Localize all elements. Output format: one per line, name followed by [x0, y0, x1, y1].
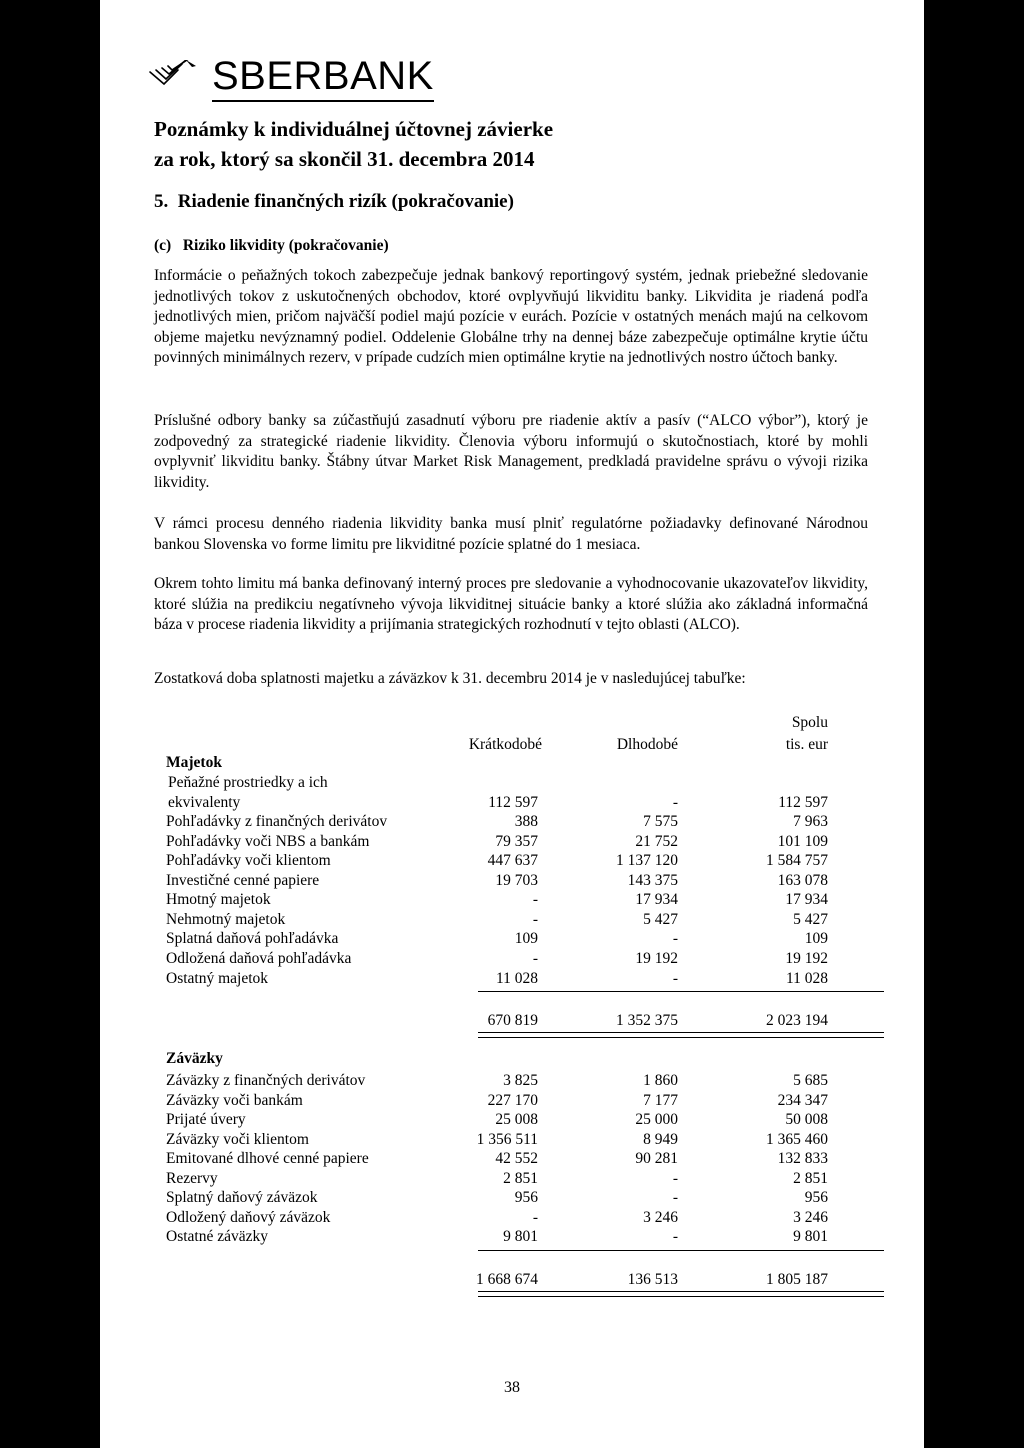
row-label: Pohľadávky z finančných derivátov — [166, 813, 388, 830]
document-title-line-1: Poznámky k individuálnej účtovnej závierke — [154, 117, 554, 141]
value-short-term: 956 — [514, 1189, 538, 1206]
row-label: ekvivalenty — [168, 794, 241, 811]
table-row — [154, 910, 884, 930]
value-long-term: - — [672, 794, 678, 811]
value-total: 50 008 — [785, 1111, 828, 1128]
table-row — [154, 1208, 884, 1228]
value-short-term: - — [532, 891, 538, 908]
value-total: 19 192 — [785, 950, 828, 967]
value-total: 5 685 — [793, 1072, 828, 1089]
table-row — [154, 969, 884, 989]
value-total: 234 347 — [777, 1092, 828, 1109]
paragraph: Príslušné odbory banky sa zúčastňujú zasadnutí výboru pre riadenie aktív a pasív (“ALCO výbor”), ktorý je zodpovedný za strategické riadenie likvidity. Členovia výboru informujú o skutočnostiach, ktoré by mohli ovplyvniť likviditu banky. Štábny útvar Market Risk Management, predkladá pravidelne správu o vývoji rizika likvidity. — [154, 412, 868, 491]
value-total: 7 963 — [793, 813, 828, 830]
row-label: Prijaté úvery — [166, 1111, 246, 1128]
value-long-term: 5 427 — [643, 911, 678, 928]
value-long-term: 1 137 120 — [616, 852, 678, 869]
brand-name: SBERBANK — [212, 54, 434, 102]
value-short-term: - — [532, 1209, 538, 1226]
table-row — [154, 1091, 884, 1111]
column-header-long-term: Dlhodobé — [616, 736, 678, 753]
value-total: 17 934 — [785, 891, 828, 908]
table-row — [154, 1149, 884, 1169]
subtotal-rule — [478, 991, 884, 992]
document-title-line-2: za rok, ktorý sa skončil 31. decembra 2014 — [154, 147, 535, 171]
row-label: Peňažné prostriedky a ich — [168, 774, 328, 791]
value-long-term: - — [672, 1228, 678, 1245]
table-row — [154, 851, 884, 871]
value-long-term: 17 934 — [635, 891, 678, 908]
value-long-term: 25 000 — [635, 1111, 678, 1128]
row-label: Splatná daňová pohľadávka — [166, 930, 339, 947]
table-row — [154, 890, 884, 910]
value-short-term: 19 703 — [495, 872, 538, 889]
value-long-term: - — [672, 1189, 678, 1206]
value-long-term: 19 192 — [635, 950, 678, 967]
subtotal-rule — [478, 1250, 884, 1251]
value-long-term: 7 575 — [643, 813, 678, 830]
assets-total-long-term: 1 352 375 — [616, 1012, 678, 1029]
table-row — [154, 832, 884, 852]
liabilities-total-row — [154, 1270, 884, 1290]
value-short-term: 3 825 — [503, 1072, 538, 1089]
value-short-term: 1 356 511 — [476, 1131, 538, 1148]
table-row — [154, 1130, 884, 1150]
value-short-term: 9 801 — [503, 1228, 538, 1245]
table-row — [154, 1169, 884, 1189]
subsection-heading: (c) Riziko likvidity (pokračovanie) — [154, 237, 389, 254]
table-row — [154, 773, 884, 793]
value-long-term: 8 949 — [643, 1131, 678, 1148]
value-total: 1 584 757 — [766, 852, 828, 869]
row-label: Nehmotný majetok — [166, 911, 286, 928]
document-sheet — [100, 0, 924, 1448]
value-short-term: 42 552 — [495, 1150, 538, 1167]
paragraph: Okrem tohto limitu má banka definovaný interný proces pre sledovanie a vyhodnocovanie ukazovateľov likvidity, ktoré slúžia na predikciu negatívneho vývoja likviditnej situácie banky a ktoré slúžia ako základná informačná báza v procese riadenia likvidity a prijímania strategických rozhodnutí v tejto oblasti (ALCO). — [154, 575, 868, 633]
section-heading: 5. Riadenie finančných rizík (pokračovanie) — [154, 191, 514, 212]
column-header-short-term: Krátkodobé — [468, 736, 542, 753]
sberbank-wing-icon — [148, 60, 204, 88]
value-total: 1 365 460 — [766, 1131, 828, 1148]
assets-total-short-term: 670 819 — [487, 1012, 538, 1029]
row-label: Emitované dlhové cenné papiere — [166, 1150, 369, 1167]
liabilities-total-long-term: 136 513 — [627, 1271, 678, 1288]
value-short-term: - — [532, 950, 538, 967]
value-total: 11 028 — [785, 970, 828, 987]
table-row — [154, 929, 884, 949]
value-total: 101 109 — [777, 833, 828, 850]
value-total: 163 078 — [777, 872, 828, 889]
row-label: Pohľadávky voči klientom — [166, 852, 331, 869]
value-long-term: 3 246 — [643, 1209, 678, 1226]
value-short-term: 447 637 — [487, 852, 538, 869]
value-short-term: 112 597 — [488, 794, 538, 811]
paragraph: V rámci procesu denného riadenia likvidity banka musí plniť regulatórne požiadavky definované Národnou bankou Slovenska vo forme limitu pre likviditné pozície splatné do 1 mesiaca. — [154, 515, 868, 553]
value-long-term: - — [672, 1170, 678, 1187]
row-label: Záväzky voči klientom — [166, 1131, 309, 1148]
value-total: 109 — [804, 930, 828, 947]
value-short-term: 109 — [514, 930, 538, 947]
row-label: Odložená daňová pohľadávka — [166, 950, 352, 967]
table-row — [154, 871, 884, 891]
value-short-term: 25 008 — [495, 1111, 538, 1128]
assets-section-title: Majetok — [166, 754, 222, 771]
value-total: 956 — [804, 1189, 828, 1206]
row-label: Odložený daňový záväzok — [166, 1209, 331, 1226]
value-short-term: 2 851 — [503, 1170, 538, 1187]
paragraph: Zostatková doba splatnosti majetku a záväzkov k 31. decembru 2014 je v nasledujúcej tabuľke: — [154, 670, 746, 687]
paragraph: Informácie o peňažných tokoch zabezpečuje jednak bankový reportingový systém, jednak priebežné sledovanie jednotlivých tokov z uskutočnených obchodov, ktoré ovplyvňujú likviditu banky. Likvidita je riadená podľa jednotlivých mien, pričom najväčší podiel majú pozície v eurách. Pozície v ostatných menách majú na celkovom objeme majetku nevýznamný podiel. Oddelenie Globálne trhy na dennej báze zabezpečuje optimálne krytie účtu povinných minimálnych rezerv, v prípade cudzích mien optimálne krytie na jednotlivých nostro účtoch banky. — [154, 267, 868, 366]
column-header-total: Spolu — [791, 714, 828, 731]
value-total: 2 851 — [793, 1170, 828, 1187]
table-row — [154, 1227, 884, 1247]
column-header-total-unit: tis. eur — [785, 736, 828, 753]
liabilities-total-short-term: 1 668 674 — [476, 1271, 538, 1288]
value-total: 112 597 — [778, 794, 828, 811]
table-row — [154, 1188, 884, 1208]
row-label: Rezervy — [166, 1170, 218, 1187]
value-long-term: 90 281 — [635, 1150, 678, 1167]
row-label: Ostatný majetok — [166, 970, 269, 987]
table-row — [154, 1110, 884, 1130]
table-row — [154, 949, 884, 969]
value-total: 3 246 — [793, 1209, 828, 1226]
liabilities-total: 1 805 187 — [766, 1271, 828, 1288]
value-total: 5 427 — [793, 911, 828, 928]
value-short-term: 388 — [514, 813, 538, 830]
row-label: Pohľadávky voči NBS a bankám — [166, 833, 370, 850]
liabilities-section-title: Záväzky — [166, 1050, 223, 1067]
row-label: Ostatné záväzky — [166, 1228, 268, 1245]
assets-total-row — [154, 1011, 884, 1031]
total-double-rule — [478, 1291, 884, 1297]
value-short-term: - — [532, 911, 538, 928]
row-label: Investičné cenné papiere — [166, 872, 320, 889]
table-row — [154, 812, 884, 832]
value-total: 9 801 — [793, 1228, 828, 1245]
value-long-term: 143 375 — [627, 872, 678, 889]
table-row — [154, 793, 884, 813]
value-long-term: - — [672, 930, 678, 947]
value-long-term: 7 177 — [643, 1092, 678, 1109]
assets-total: 2 023 194 — [766, 1012, 828, 1029]
value-short-term: 227 170 — [487, 1092, 538, 1109]
value-long-term: - — [672, 970, 678, 987]
row-label: Hmotný majetok — [166, 891, 271, 908]
row-label: Záväzky voči bankám — [166, 1092, 303, 1109]
value-short-term: 11 028 — [495, 970, 538, 987]
value-short-term: 79 357 — [495, 833, 538, 850]
row-label: Záväzky z finančných derivátov — [166, 1072, 366, 1089]
value-total: 132 833 — [777, 1150, 828, 1167]
value-long-term: 21 752 — [635, 833, 678, 850]
row-label: Splatný daňový záväzok — [166, 1189, 318, 1206]
value-long-term: 1 860 — [643, 1072, 678, 1089]
page-number: 38 — [504, 1379, 520, 1396]
table-row — [154, 1071, 884, 1091]
total-double-rule — [478, 1032, 884, 1038]
